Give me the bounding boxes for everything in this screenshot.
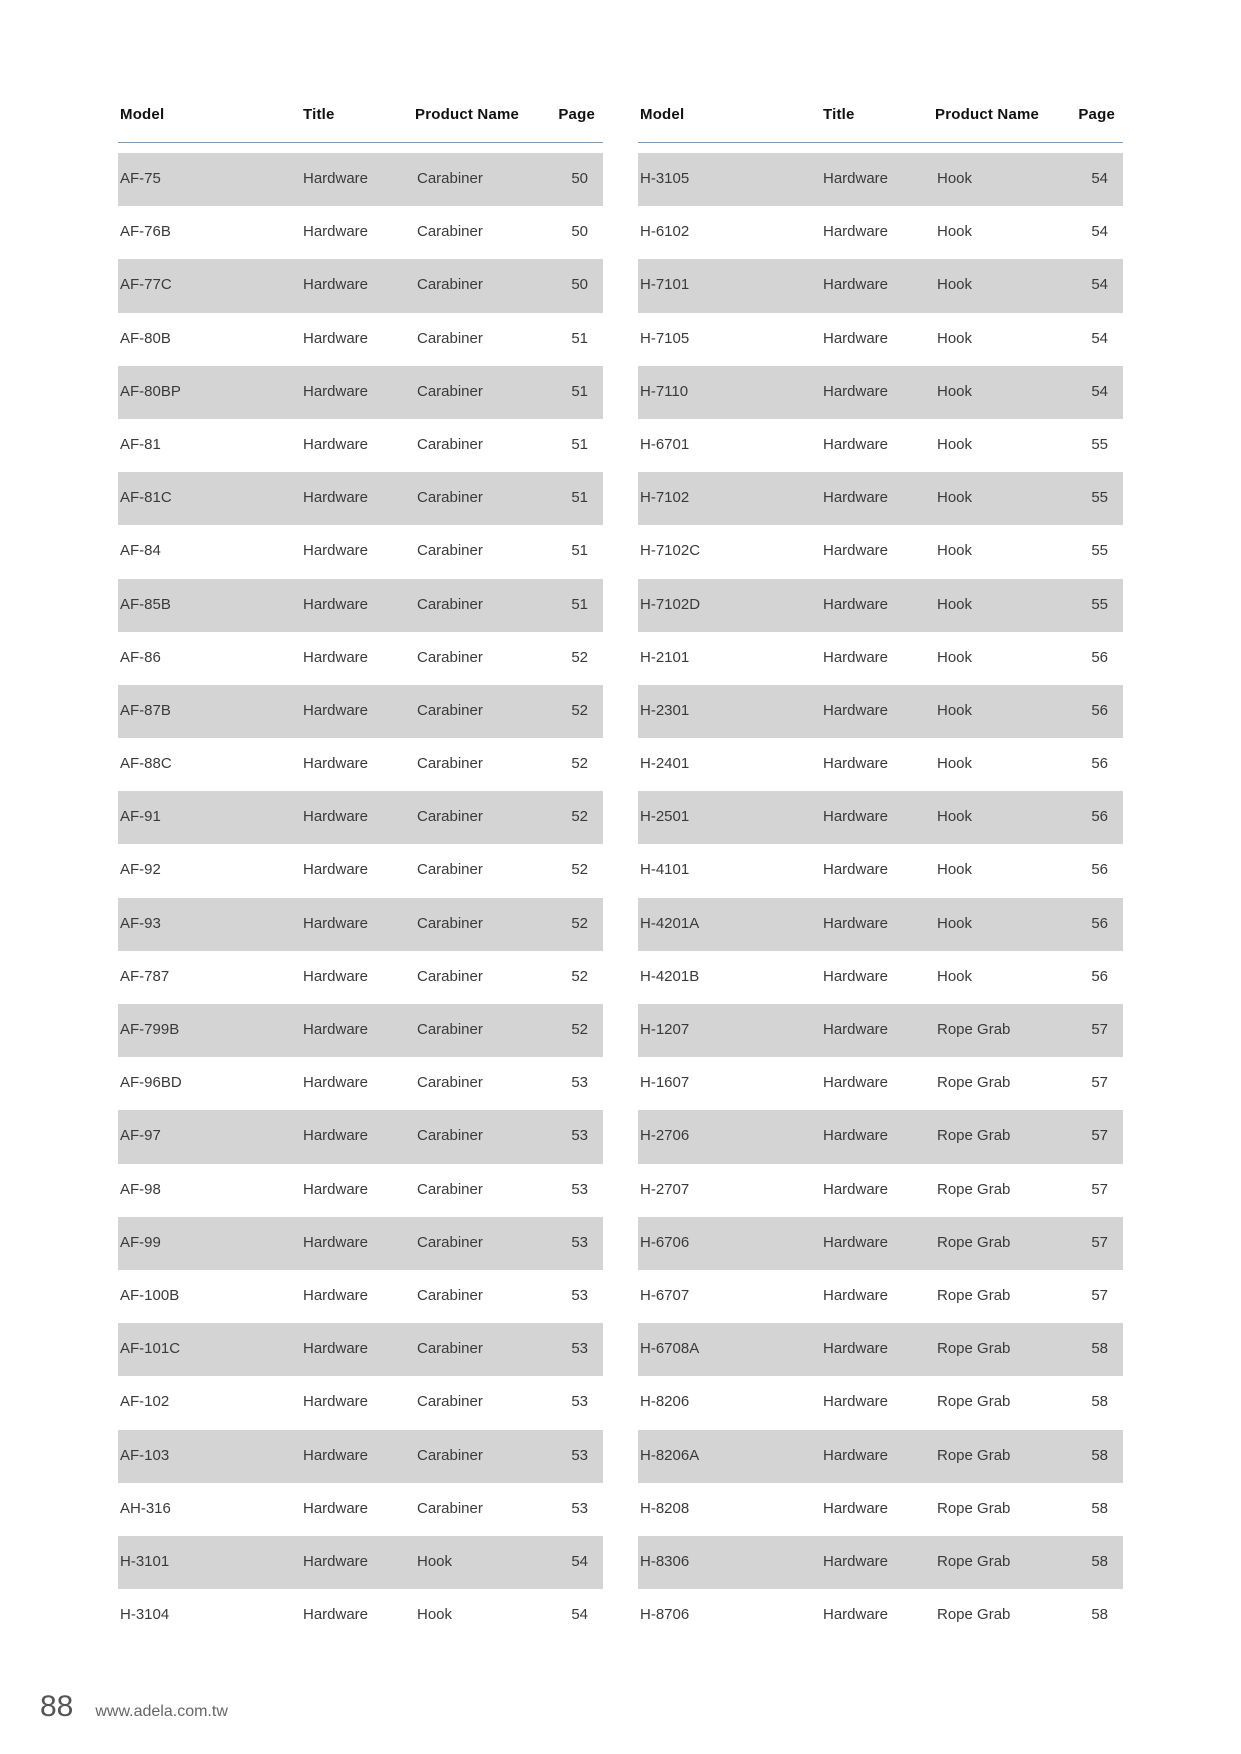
cell-page: 57 (1091, 1180, 1108, 1198)
cell-product-name: Carabiner (417, 808, 483, 826)
table-row (118, 1057, 603, 1110)
cell-page: 52 (571, 648, 588, 666)
table-row (118, 313, 603, 366)
cell-model: AF-787 (120, 967, 170, 985)
table-row (638, 844, 1123, 897)
cell-model: AF-87B (120, 701, 171, 719)
table-row (118, 738, 603, 791)
table-header (118, 98, 603, 143)
table-row (638, 791, 1123, 844)
table-row (118, 1110, 603, 1163)
cell-product-name: Carabiner (417, 1393, 483, 1411)
cell-page: 52 (571, 808, 588, 826)
cell-title: Hardware (823, 1021, 889, 1038)
table-row (118, 419, 603, 472)
cell-product-name: Carabiner (417, 914, 483, 932)
table-row (118, 1536, 603, 1589)
cell-product-name: Rope Grab (937, 1286, 1011, 1304)
cell-model: H-8208 (640, 1499, 690, 1517)
cell-page: 57 (1091, 1127, 1108, 1145)
table-row (118, 844, 603, 897)
cell-page: 56 (1091, 967, 1108, 985)
cell-page: 51 (571, 595, 588, 613)
cell-model: AF-77C (120, 276, 172, 294)
cell-product-name: Carabiner (417, 701, 483, 719)
cell-product-name: Carabiner (417, 1233, 483, 1251)
cell-model: H-2401 (640, 755, 690, 773)
table-row (638, 1376, 1123, 1429)
cell-title: Hardware (823, 542, 889, 560)
cell-title: Hardware (823, 1340, 889, 1358)
table-row (118, 259, 603, 312)
cell-title: Hardware (303, 914, 369, 932)
cell-title: Hardware (823, 1606, 889, 1624)
cell-model: H-7105 (640, 329, 690, 347)
cell-title: Hardware (823, 489, 889, 507)
cell-title: Hardware (303, 701, 369, 719)
cell-product-name: Carabiner (417, 1074, 483, 1092)
cell-title: Hardware (823, 1499, 889, 1517)
cell-product-name: Carabiner (417, 542, 483, 560)
cell-model: AF-99 (120, 1233, 161, 1251)
cell-title: Hardware (823, 914, 889, 932)
cell-page: 57 (1091, 1021, 1108, 1038)
cell-title: Hardware (303, 1286, 369, 1304)
table-row (638, 1323, 1123, 1376)
cell-title: Hardware (303, 648, 369, 666)
cell-model: AF-76B (120, 223, 171, 241)
cell-model: H-6708A (640, 1340, 700, 1358)
cell-title: Hardware (303, 1074, 369, 1092)
cell-title: Hardware (303, 1446, 369, 1464)
cell-model: AF-80B (120, 329, 171, 347)
cell-title: Hardware (303, 276, 369, 294)
cell-title: Hardware (823, 648, 889, 666)
cell-title: Hardware (303, 808, 369, 826)
cell-product-name: Carabiner (417, 329, 483, 347)
cell-page: 54 (1091, 170, 1108, 187)
cell-product-name: Hook (417, 1606, 453, 1624)
cell-product-name: Carabiner (417, 276, 483, 294)
cell-model: AF-81 (120, 435, 161, 453)
cell-product-name: Hook (937, 276, 973, 294)
cell-product-name: Carabiner (417, 755, 483, 773)
table-row (118, 1270, 603, 1323)
cell-page: 54 (1091, 223, 1108, 241)
cell-page: 53 (571, 1340, 588, 1358)
cell-product-name: Hook (937, 861, 973, 879)
cell-page: 56 (1091, 914, 1108, 932)
cell-model: H-7102D (640, 595, 701, 613)
cell-product-name: Hook (937, 914, 973, 932)
cell-title: Hardware (303, 382, 369, 400)
cell-model: H-7102C (640, 542, 701, 560)
cell-page: 52 (571, 755, 588, 773)
cell-model: H-2301 (640, 701, 690, 719)
table-row (118, 632, 603, 685)
table-row (638, 1536, 1123, 1589)
cell-product-name: Rope Grab (937, 1180, 1011, 1198)
cell-model: AF-91 (120, 808, 161, 826)
cell-model: AF-103 (120, 1446, 170, 1464)
table-row (118, 1376, 603, 1429)
cell-page: 53 (571, 1180, 588, 1198)
cell-product-name: Hook (937, 808, 973, 826)
cell-title: Hardware (823, 276, 889, 294)
cell-product-name: Carabiner (417, 489, 483, 507)
cell-model: AF-84 (120, 542, 161, 560)
table-row (118, 1483, 603, 1536)
cell-product-name: Hook (937, 542, 973, 560)
cell-model: H-1607 (640, 1074, 690, 1092)
cell-title: Hardware (823, 967, 889, 985)
cell-product-name: Carabiner (417, 1499, 483, 1517)
cell-title: Hardware (823, 595, 889, 613)
cell-title: Hardware (303, 1127, 369, 1145)
table-row (118, 1589, 603, 1642)
cell-model: H-8206 (640, 1393, 690, 1411)
cell-model: H-6707 (640, 1286, 690, 1304)
cell-model: H-2707 (640, 1180, 690, 1198)
cell-page: 53 (571, 1074, 588, 1092)
cell-product-name: Hook (937, 595, 973, 613)
cell-title: Hardware (303, 967, 369, 985)
table-row (118, 1164, 603, 1217)
cell-page: 58 (1091, 1393, 1108, 1411)
cell-model: H-7101 (640, 276, 690, 294)
cell-model: AF-101C (120, 1340, 181, 1358)
cell-page: 51 (571, 542, 588, 560)
table-row (118, 1323, 603, 1376)
cell-page: 55 (1091, 595, 1108, 613)
cell-model: H-4201B (640, 967, 700, 985)
cell-model: AF-100B (120, 1286, 180, 1304)
cell-title: Hardware (303, 1552, 369, 1570)
header-page: Page (558, 106, 595, 123)
cell-page: 53 (571, 1393, 588, 1411)
cell-title: Hardware (823, 861, 889, 879)
right-index-table (638, 98, 1123, 1642)
cell-page: 58 (1091, 1446, 1108, 1464)
cell-product-name: Rope Grab (937, 1340, 1011, 1358)
cell-title: Hardware (303, 223, 369, 241)
header-model: Model (120, 106, 165, 123)
table-row (118, 153, 603, 206)
cell-title: Hardware (823, 1393, 889, 1411)
cell-model: AF-799B (120, 1021, 180, 1038)
cell-model: AF-102 (120, 1393, 170, 1411)
cell-model: H-2101 (640, 648, 690, 666)
cell-page: 54 (1091, 329, 1108, 347)
cell-page: 51 (571, 382, 588, 400)
cell-product-name: Carabiner (417, 1286, 483, 1304)
cell-title: Hardware (303, 1499, 369, 1517)
cell-page: 52 (571, 1021, 588, 1038)
cell-page: 50 (571, 276, 588, 294)
table-row (638, 1004, 1123, 1057)
cell-model: H-1207 (640, 1021, 690, 1038)
cell-page: 58 (1091, 1340, 1108, 1358)
cell-product-name: Carabiner (417, 1127, 483, 1145)
table-header (638, 98, 1123, 143)
cell-model: H-6706 (640, 1233, 690, 1251)
table-row (638, 579, 1123, 632)
cell-model: H-4101 (640, 861, 690, 879)
cell-product-name: Carabiner (417, 595, 483, 613)
table-row (118, 1217, 603, 1270)
table-row (638, 472, 1123, 525)
cell-page: 50 (571, 170, 588, 187)
cell-page: 58 (1091, 1552, 1108, 1570)
cell-model: H-8206A (640, 1446, 700, 1464)
cell-model: AF-85B (120, 595, 171, 613)
cell-model: AF-93 (120, 914, 161, 932)
cell-model: H-2706 (640, 1127, 690, 1145)
table-row (118, 951, 603, 1004)
cell-model: H-3105 (640, 170, 690, 187)
cell-title: Hardware (823, 170, 889, 187)
table-row (118, 366, 603, 419)
page-footer (40, 1690, 228, 1724)
table-row (638, 1110, 1123, 1163)
cell-page: 57 (1091, 1286, 1108, 1304)
header-model: Model (640, 106, 685, 123)
cell-model: AH-316 (120, 1499, 171, 1517)
header-product-name: Product Name (415, 106, 520, 123)
cell-model: H-6701 (640, 435, 690, 453)
cell-product-name: Rope Grab (937, 1021, 1011, 1038)
cell-product-name: Hook (937, 223, 973, 241)
left-index-table (118, 98, 603, 1642)
table-row (118, 685, 603, 738)
table-row (638, 1217, 1123, 1270)
table-row (118, 579, 603, 632)
cell-model: AF-75 (120, 170, 161, 187)
cell-title: Hardware (303, 1393, 369, 1411)
cell-model: AF-81C (120, 489, 172, 507)
table-row (638, 313, 1123, 366)
table-row (638, 898, 1123, 951)
cell-model: H-8306 (640, 1552, 690, 1570)
cell-page: 53 (571, 1446, 588, 1464)
cell-page: 55 (1091, 542, 1108, 560)
cell-model: AF-98 (120, 1180, 161, 1198)
cell-title: Hardware (823, 1446, 889, 1464)
cell-page: 53 (571, 1127, 588, 1145)
cell-product-name: Hook (937, 170, 973, 187)
cell-product-name: Rope Grab (937, 1127, 1011, 1145)
table-row (118, 1430, 603, 1483)
cell-model: H-4201A (640, 914, 700, 932)
cell-page: 53 (571, 1286, 588, 1304)
cell-product-name: Carabiner (417, 1340, 483, 1358)
cell-title: Hardware (303, 1340, 369, 1358)
cell-product-name: Carabiner (417, 170, 483, 187)
table-row (638, 1270, 1123, 1323)
cell-product-name: Hook (937, 382, 973, 400)
table-row (638, 1057, 1123, 1110)
cell-model: AF-96BD (120, 1074, 182, 1092)
cell-model: AF-88C (120, 755, 172, 773)
cell-page: 51 (571, 435, 588, 453)
cell-model: AF-97 (120, 1127, 161, 1145)
header-title: Title (303, 106, 335, 123)
cell-product-name: Carabiner (417, 1180, 483, 1198)
cell-product-name: Hook (937, 329, 973, 347)
cell-title: Hardware (303, 1606, 369, 1624)
header-product-name: Product Name (935, 106, 1040, 123)
cell-title: Hardware (303, 1021, 369, 1038)
table-body (118, 153, 603, 1642)
cell-title: Hardware (823, 755, 889, 773)
cell-page: 52 (571, 701, 588, 719)
cell-page: 58 (1091, 1499, 1108, 1517)
cell-page: 56 (1091, 861, 1108, 879)
cell-model: H-2501 (640, 808, 690, 826)
cell-product-name: Hook (937, 701, 973, 719)
cell-product-name: Hook (937, 648, 973, 666)
cell-product-name: Hook (937, 435, 973, 453)
table-row (638, 685, 1123, 738)
cell-title: Hardware (303, 755, 369, 773)
cell-title: Hardware (823, 382, 889, 400)
cell-title: Hardware (303, 595, 369, 613)
cell-model: H-3101 (120, 1552, 170, 1570)
website-url: www.adela.com.tw (95, 1703, 228, 1720)
cell-page: 56 (1091, 808, 1108, 826)
header-title: Title (823, 106, 855, 123)
cell-title: Hardware (823, 329, 889, 347)
cell-model: AF-86 (120, 648, 161, 666)
table-row (638, 632, 1123, 685)
header-page: Page (1078, 106, 1115, 123)
cell-title: Hardware (303, 170, 369, 187)
cell-title: Hardware (823, 435, 889, 453)
cell-page: 57 (1091, 1233, 1108, 1251)
cell-title: Hardware (823, 701, 889, 719)
cell-model: H-7102 (640, 489, 690, 507)
table-row (638, 1589, 1123, 1642)
cell-title: Hardware (823, 1127, 889, 1145)
cell-product-name: Rope Grab (937, 1074, 1011, 1092)
cell-title: Hardware (303, 435, 369, 453)
table-row (638, 419, 1123, 472)
cell-page: 56 (1091, 701, 1108, 719)
cell-product-name: Carabiner (417, 1446, 483, 1464)
cell-product-name: Carabiner (417, 967, 483, 985)
table-row (118, 898, 603, 951)
table-row (118, 525, 603, 578)
cell-product-name: Rope Grab (937, 1499, 1011, 1517)
cell-page: 54 (1091, 276, 1108, 294)
cell-product-name: Rope Grab (937, 1393, 1011, 1411)
cell-product-name: Rope Grab (937, 1606, 1011, 1624)
cell-page: 51 (571, 329, 588, 347)
cell-product-name: Hook (417, 1552, 453, 1570)
table-row (638, 1483, 1123, 1536)
table-row (118, 791, 603, 844)
cell-product-name: Rope Grab (937, 1446, 1011, 1464)
cell-product-name: Hook (937, 755, 973, 773)
cell-page: 51 (571, 489, 588, 507)
cell-page: 50 (571, 223, 588, 241)
cell-product-name: Hook (937, 489, 973, 507)
cell-product-name: Carabiner (417, 223, 483, 241)
cell-product-name: Carabiner (417, 861, 483, 879)
cell-page: 53 (571, 1233, 588, 1251)
cell-page: 56 (1091, 755, 1108, 773)
table-row (638, 951, 1123, 1004)
cell-title: Hardware (823, 1286, 889, 1304)
cell-product-name: Rope Grab (937, 1552, 1011, 1570)
cell-title: Hardware (303, 861, 369, 879)
cell-title: Hardware (823, 1552, 889, 1570)
cell-title: Hardware (823, 1074, 889, 1092)
table-row (118, 1004, 603, 1057)
cell-title: Hardware (303, 542, 369, 560)
table-row (638, 738, 1123, 791)
table-row (638, 259, 1123, 312)
cell-product-name: Carabiner (417, 435, 483, 453)
cell-page: 55 (1091, 489, 1108, 507)
cell-title: Hardware (823, 1233, 889, 1251)
table-row (638, 525, 1123, 578)
cell-page: 54 (571, 1552, 588, 1570)
cell-model: H-8706 (640, 1606, 690, 1624)
cell-product-name: Carabiner (417, 1021, 483, 1038)
cell-page: 57 (1091, 1074, 1108, 1092)
table-row (638, 206, 1123, 259)
cell-title: Hardware (823, 808, 889, 826)
cell-model: AF-80BP (120, 382, 181, 400)
table-row (638, 366, 1123, 419)
cell-model: H-7110 (640, 382, 689, 400)
cell-page: 56 (1091, 648, 1108, 666)
cell-page: 58 (1091, 1606, 1108, 1624)
cell-page: 52 (571, 967, 588, 985)
cell-product-name: Hook (937, 967, 973, 985)
table-row (118, 472, 603, 525)
cell-product-name: Carabiner (417, 648, 483, 666)
cell-model: H-3104 (120, 1606, 170, 1624)
cell-title: Hardware (823, 223, 889, 241)
table-row (638, 1430, 1123, 1483)
cell-page: 53 (571, 1499, 588, 1517)
cell-title: Hardware (823, 1180, 889, 1198)
cell-product-name: Carabiner (417, 382, 483, 400)
cell-product-name: Rope Grab (937, 1233, 1011, 1251)
cell-model: H-6102 (640, 223, 690, 241)
cell-page: 52 (571, 861, 588, 879)
cell-page: 52 (571, 914, 588, 932)
cell-title: Hardware (303, 489, 369, 507)
table-body (638, 153, 1123, 1642)
cell-title: Hardware (303, 1233, 369, 1251)
table-row (638, 1164, 1123, 1217)
cell-page: 54 (1091, 382, 1108, 400)
table-row (118, 206, 603, 259)
cell-title: Hardware (303, 329, 369, 347)
cell-model: AF-92 (120, 861, 161, 879)
cell-page: 54 (571, 1606, 588, 1624)
table-row (638, 153, 1123, 206)
cell-title: Hardware (303, 1180, 369, 1198)
page-number: 88 (40, 1690, 74, 1723)
cell-page: 55 (1091, 435, 1108, 453)
